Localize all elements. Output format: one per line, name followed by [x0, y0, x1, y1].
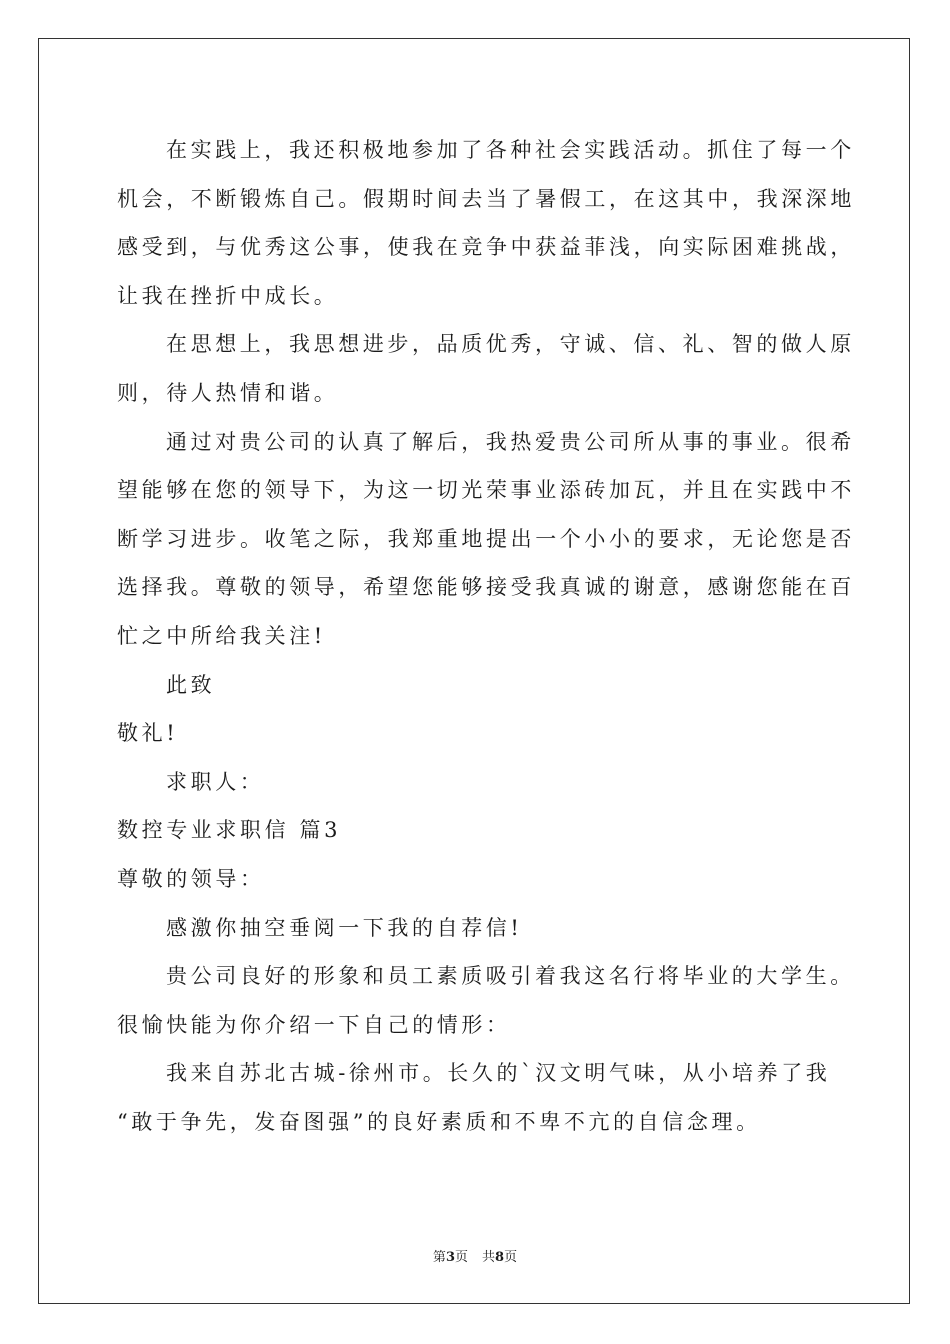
paragraph-thanks: [117, 904, 837, 953]
paragraph-practice: [117, 126, 855, 320]
paragraph-line: 很愉快能为你介绍一下自己的情形：: [117, 1012, 511, 1037]
paragraph-line: 在思想上，我思想进步，品质优秀，守诚、信、礼、智的做人原: [166, 332, 855, 357]
current-page-number: 3: [445, 1250, 455, 1265]
paragraph-line: 忙之中所给我关注!: [117, 623, 326, 648]
closing-cizhi: 此致: [166, 672, 216, 697]
salutation: 尊敬的领导：: [117, 866, 265, 891]
total-suffix: 页: [504, 1250, 518, 1265]
page-prefix: 第: [432, 1250, 446, 1265]
paragraph-line: 则，待人热情和谐。: [117, 380, 339, 405]
paragraph-line: 在实践上，我还积极地参加了各种社会实践活动。抓住了每一个: [166, 138, 855, 162]
page-footer: [0, 1246, 950, 1265]
document-body: [117, 126, 855, 1146]
paragraph-line: 望能够在您的领导下，为这一切光荣事业添砖加瓦，并且在实践中不: [117, 478, 855, 503]
paragraph-line: 感受到，与优秀这公事，使我在竞争中获益菲浅，向实际困难挑战，: [117, 235, 855, 260]
applicant-label: 求职人：: [166, 769, 265, 794]
page-suffix: 页: [454, 1250, 468, 1265]
paragraph-line: 通过对贵公司的认真了解后，我热爱贵公司所从事的事业。很希: [166, 429, 855, 454]
paragraph-line: “敢于争先，发奋图强”的良好素质和不卑不亢的自信念理。: [117, 1109, 761, 1134]
paragraph-line: 机会，不断锻炼自己。假期时间去当了暑假工，在这其中，我深深地: [117, 186, 855, 211]
paragraph-line: 让我在挫折中成长。: [117, 283, 339, 308]
closing-jingli: 敬礼!: [117, 721, 179, 746]
paragraph-company: [117, 418, 855, 661]
total-prefix: 共: [482, 1250, 496, 1265]
paragraph-line: 选择我。尊敬的领导，希望您能够接受我真诚的谢意，感谢您能在百: [117, 575, 855, 600]
paragraph-intro: [117, 952, 855, 1049]
paragraph-line: 我来自苏北古城-徐州市。长久的`汉文明气味，从小培养了我: [166, 1061, 831, 1086]
paragraph-thought: [117, 320, 855, 417]
paragraph-line: 断学习进步。收笔之际，我郑重地提出一个小小的要求，无论您是否: [117, 526, 855, 551]
total-page-number: 8: [495, 1250, 505, 1265]
paragraph-origin: [117, 1049, 837, 1146]
paragraph-line: 感激你抽空垂阅一下我的自荐信!: [166, 915, 523, 940]
section-title: 数控专业求职信 篇3: [117, 818, 342, 843]
paragraph-line: 贵公司良好的形象和员工素质吸引着我这名行将毕业的大学生。: [166, 964, 855, 989]
